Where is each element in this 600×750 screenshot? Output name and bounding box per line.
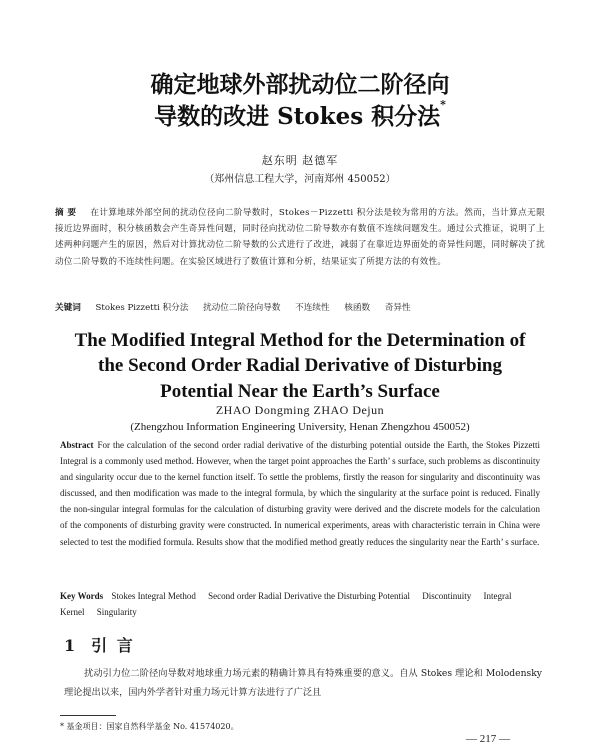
title-footnote-mark: *: [440, 98, 446, 111]
english-title-line-1: The Modified Integral Method for the Determination of: [74, 330, 526, 351]
page-number: — 217 —: [466, 733, 510, 745]
chinese-title-line-1: 确定地球外部扰动位二阶径向: [150, 71, 450, 98]
english-keyword: Discontinuity: [422, 591, 472, 601]
chinese-abstract-label: 摘 要: [55, 208, 77, 218]
chinese-keyword: 核函数: [344, 303, 371, 313]
chinese-keyword: 扰动位二阶径向导数: [203, 303, 281, 313]
english-abstract-label: Abstract: [60, 440, 94, 450]
section-heading-introduction: [64, 633, 135, 656]
chinese-keyword: 奇异性: [384, 303, 411, 313]
chinese-keyword: Stokes Pizzetti 积分法: [95, 303, 189, 313]
chinese-authors: 赵东明 赵德军: [261, 154, 339, 167]
english-keyword: Integral Kernel: [60, 591, 512, 617]
english-abstract-text: For the calculation of the second order radial derivative of the disturbing potential outside the Earth, the Stokes Pizzetti Integral is a commonly used method. However, when the target point approaches the Earth’ s surface, such problems as discontinuity and singularity occur due to the kernel function itself. To settle the problems, firstly the reason for singularity and discontinuity was discussed, and then modification was made to the integral formula, by which the singularity at the surface point is reduced. Finally the non-singular integral formulas for the calculation of disturbing gravity were derived and the discrete models for the calculation of the components of disturbing gravity were constructed. In numerical experiments, areas with characteristic terrain in China were selected to test the modified formula. Results show that the modified method greatly reduces the singularity near the Earth’ s surface.: [60, 440, 540, 547]
chinese-keyword: 不连续性: [295, 303, 330, 313]
chinese-abstract: [55, 205, 545, 270]
chinese-title-line-2-text: 导数的改进 Stokes 积分法: [154, 103, 441, 130]
english-title-line-2: the Second Order Radial Derivative of Disturbing: [98, 355, 502, 376]
chinese-keywords-label: 关键词: [55, 303, 81, 313]
english-keyword: Second order Radial Derivative the Disturbing Potential: [208, 591, 411, 601]
chinese-affiliation: （郑州信息工程大学，河南郑州 450052）: [204, 174, 396, 185]
section-title: 引 言: [91, 636, 135, 655]
english-keywords-label: Key Words: [60, 591, 104, 601]
english-keyword: Singularity: [96, 607, 137, 617]
english-affiliation: (Zhengzhou Information Engineering University, Henan Zhengzhou 450052): [130, 421, 470, 433]
introduction-text: 扰动引力位二阶径向导数对地球重力场元素的精确计算具有特殊重要的意义。自从 Stokes 理论和 Molodensky 理论提出以来，国内外学者针对重力场元计算方法进行了广泛且: [64, 668, 542, 698]
footnote-divider: [60, 715, 116, 716]
english-keywords: [60, 588, 540, 620]
english-title-line-3: Potential Near the Earth’s Surface: [160, 381, 440, 402]
chinese-title-line-2: [0, 98, 600, 131]
funding-footnote: * 基金项目：国家自然科学基金 No. 41574020。: [60, 722, 239, 731]
english-abstract: [60, 437, 540, 550]
english-authors: ZHAO Dongming ZHAO Dejun: [215, 403, 385, 417]
introduction-paragraph: [64, 664, 542, 702]
chinese-abstract-text: 在计算地球外部空间的扰动位径向二阶导数时，Stokes－Pizzetti 积分法是较为常用的方法。然而，当计算点无限接近边界面时，积分核函数会产生奇异性问题，同时径向扰动位二阶导数亦有数值不连续问题发生。通过公式推证，说明了上述两种问题产生的原因，然后对计算扰动位二阶导数的公式进行了改进，减弱了在靠近边界面处的奇异性问题，同时解决了扰动位二阶导数的不连续性问题。在实验区域进行了数值计算和分析，结果证实了所提方法的有效性。: [55, 208, 545, 267]
chinese-keywords: [55, 301, 545, 313]
section-number: 1: [64, 636, 78, 655]
english-keyword: Stokes Integral Method: [111, 591, 196, 601]
